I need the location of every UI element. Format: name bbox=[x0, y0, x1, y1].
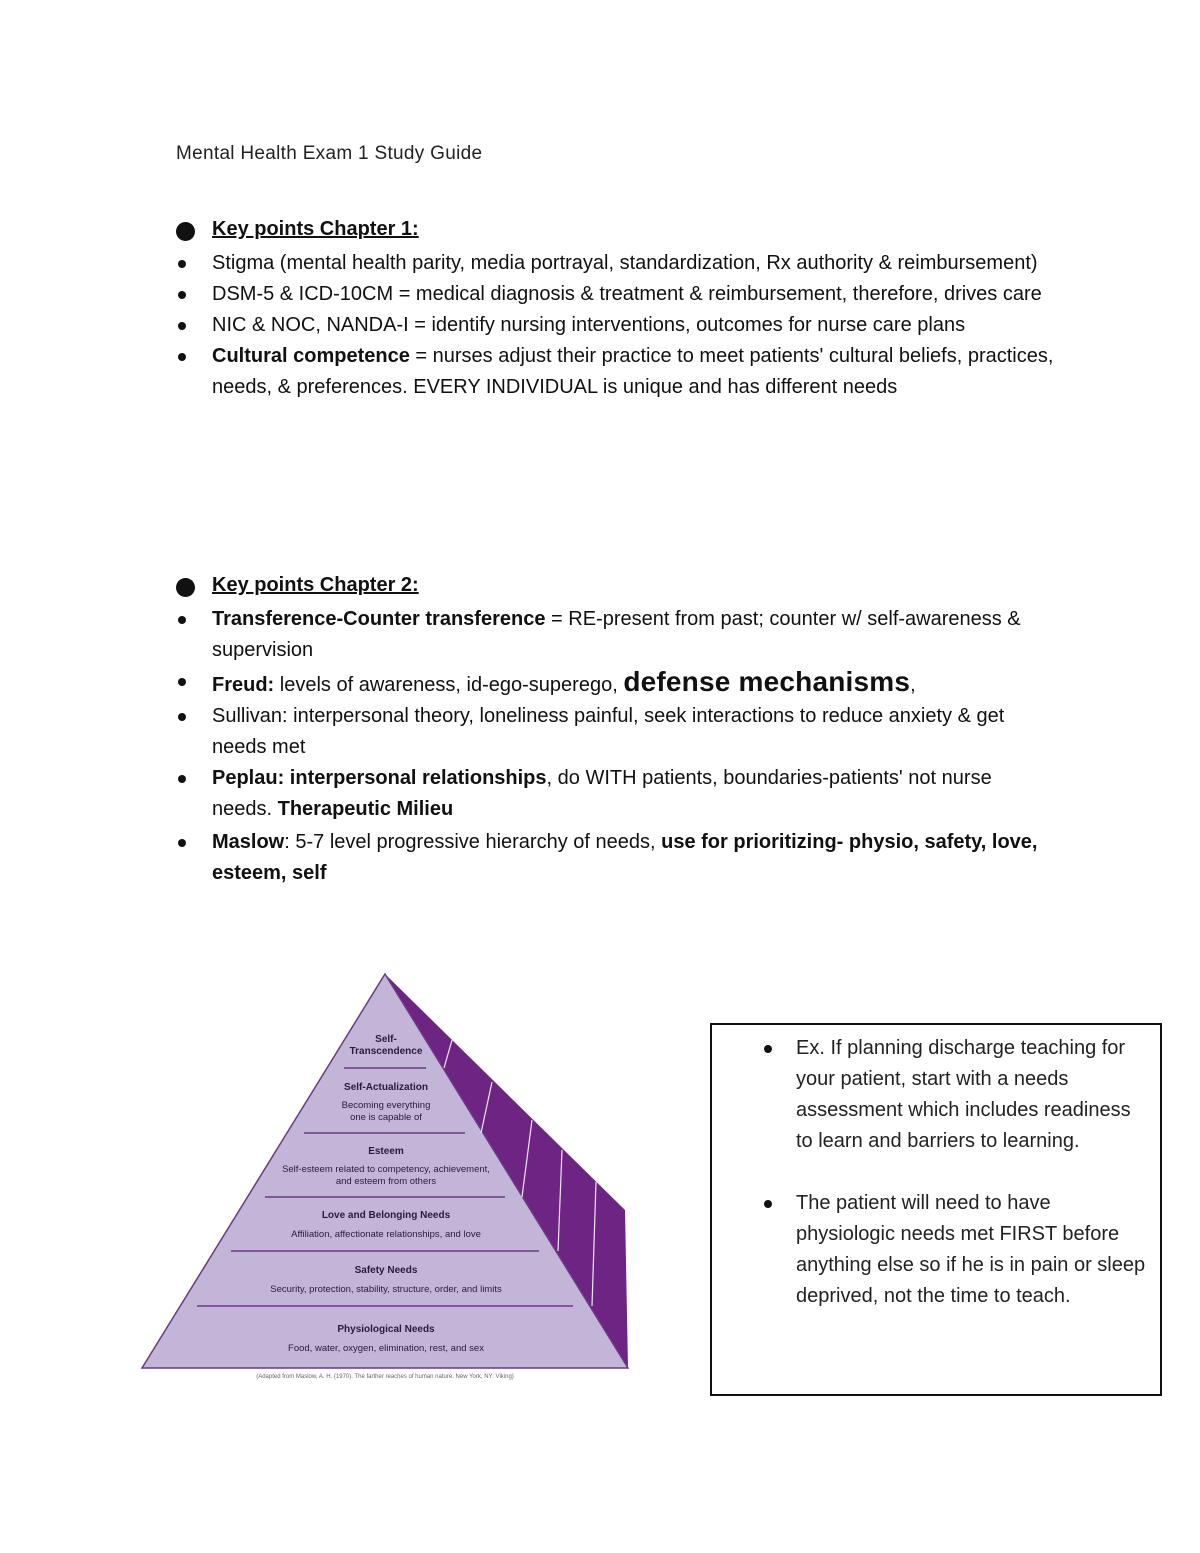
list-item: The patient will need to have physiologic needs met FIRST before anything else so if he is in pain or sleep deprived, not the time to teach. bbox=[712, 1188, 1160, 1312]
list-item: DSM-5 & ICD-10CM = medical diagnosis & treatment & reimbursement, therefore, drives care bbox=[176, 279, 1056, 310]
chapter-2-heading: Key points Chapter 2: bbox=[212, 574, 419, 596]
list-item-peplau: Peplau: interpersonal relationships, do WITH patients, boundaries-patients' not nurse needs. Therapeutic Milieu bbox=[176, 763, 1056, 825]
list-item-sullivan: Sullivan: interpersonal theory, loneliness painful, seek interactions to reduce anxiety & get needs met bbox=[176, 701, 1056, 763]
list-item: Stigma (mental health parity, media portrayal, standardization, Rx authority & reimbursement) bbox=[176, 248, 1056, 279]
maslow-pyramid-figure bbox=[140, 970, 640, 1382]
list-item-transference: Transference-Counter transference = RE-present from past; counter w/ self-awareness & supervision bbox=[176, 604, 1056, 666]
pyramid-level-name: Self- bbox=[375, 1034, 397, 1045]
chapter-1-heading: Key points Chapter 1: bbox=[212, 218, 419, 240]
pyramid-level-name: Self-Actualization bbox=[344, 1082, 428, 1093]
bullet-icon bbox=[176, 222, 195, 241]
pyramid-level-name: Love and Belonging Needs bbox=[321, 1210, 451, 1221]
chapter-1-heading-row bbox=[176, 218, 1056, 248]
pyramid-level-name: Physiological Needs bbox=[337, 1324, 435, 1335]
pyramid-level-desc: and esteem from others bbox=[335, 1176, 437, 1187]
chapter-2-heading-row bbox=[176, 574, 1056, 604]
document-title: Mental Health Exam 1 Study Guide bbox=[176, 143, 483, 164]
chapter-2-list bbox=[176, 604, 1056, 889]
pyramid-level-desc: Food, water, oxygen, elimination, rest, and sex bbox=[288, 1343, 484, 1354]
pyramid-level-name: Safety Needs bbox=[354, 1265, 418, 1276]
bullet-icon bbox=[176, 578, 195, 597]
chapter-2-section bbox=[176, 574, 1056, 889]
list-item: NIC & NOC, NANDA-I = identify nursing interventions, outcomes for nurse care plans bbox=[176, 310, 1056, 341]
pyramid-level-name: Esteem bbox=[368, 1146, 404, 1157]
example-box bbox=[710, 1023, 1162, 1396]
list-item: Ex. If planning discharge teaching for your patient, start with a needs assessment which includes readiness to learn and barriers to learning. bbox=[712, 1033, 1160, 1157]
pyramid-level-desc: Self-esteem related to competency, achievement, bbox=[282, 1164, 490, 1175]
pyramid-level-desc: one is capable of bbox=[350, 1112, 422, 1123]
pyramid-level-desc: Affiliation, affectionate relationships, and love bbox=[291, 1229, 481, 1240]
list-item-maslow: Maslow: 5-7 level progressive hierarchy of needs, use for prioritizing- physio, safety, love, esteem, self bbox=[176, 827, 1056, 889]
list-item: Cultural competence = nurses adjust their practice to meet patients' cultural beliefs, practices, needs, & preferences. EVERY INDIVIDUAL is unique and has different needs bbox=[176, 341, 1056, 403]
pyramid-level-name: Transcendence bbox=[349, 1046, 423, 1057]
pyramid-level-desc: Becoming everything bbox=[341, 1100, 431, 1111]
pyramid-credit: (Adapted from Maslow, A. H. (1970). The farther reaches of human nature. New York, NY: Viking) bbox=[256, 1374, 514, 1380]
chapter-1-section bbox=[176, 218, 1056, 403]
chapter-1-list bbox=[176, 248, 1056, 403]
pyramid-level-desc: Security, protection, stability, structure, order, and limits bbox=[270, 1284, 502, 1295]
list-item-freud: Freud: levels of awareness, id-ego-superego, defense mechanisms, bbox=[176, 666, 1056, 701]
example-list bbox=[712, 1025, 1160, 1312]
